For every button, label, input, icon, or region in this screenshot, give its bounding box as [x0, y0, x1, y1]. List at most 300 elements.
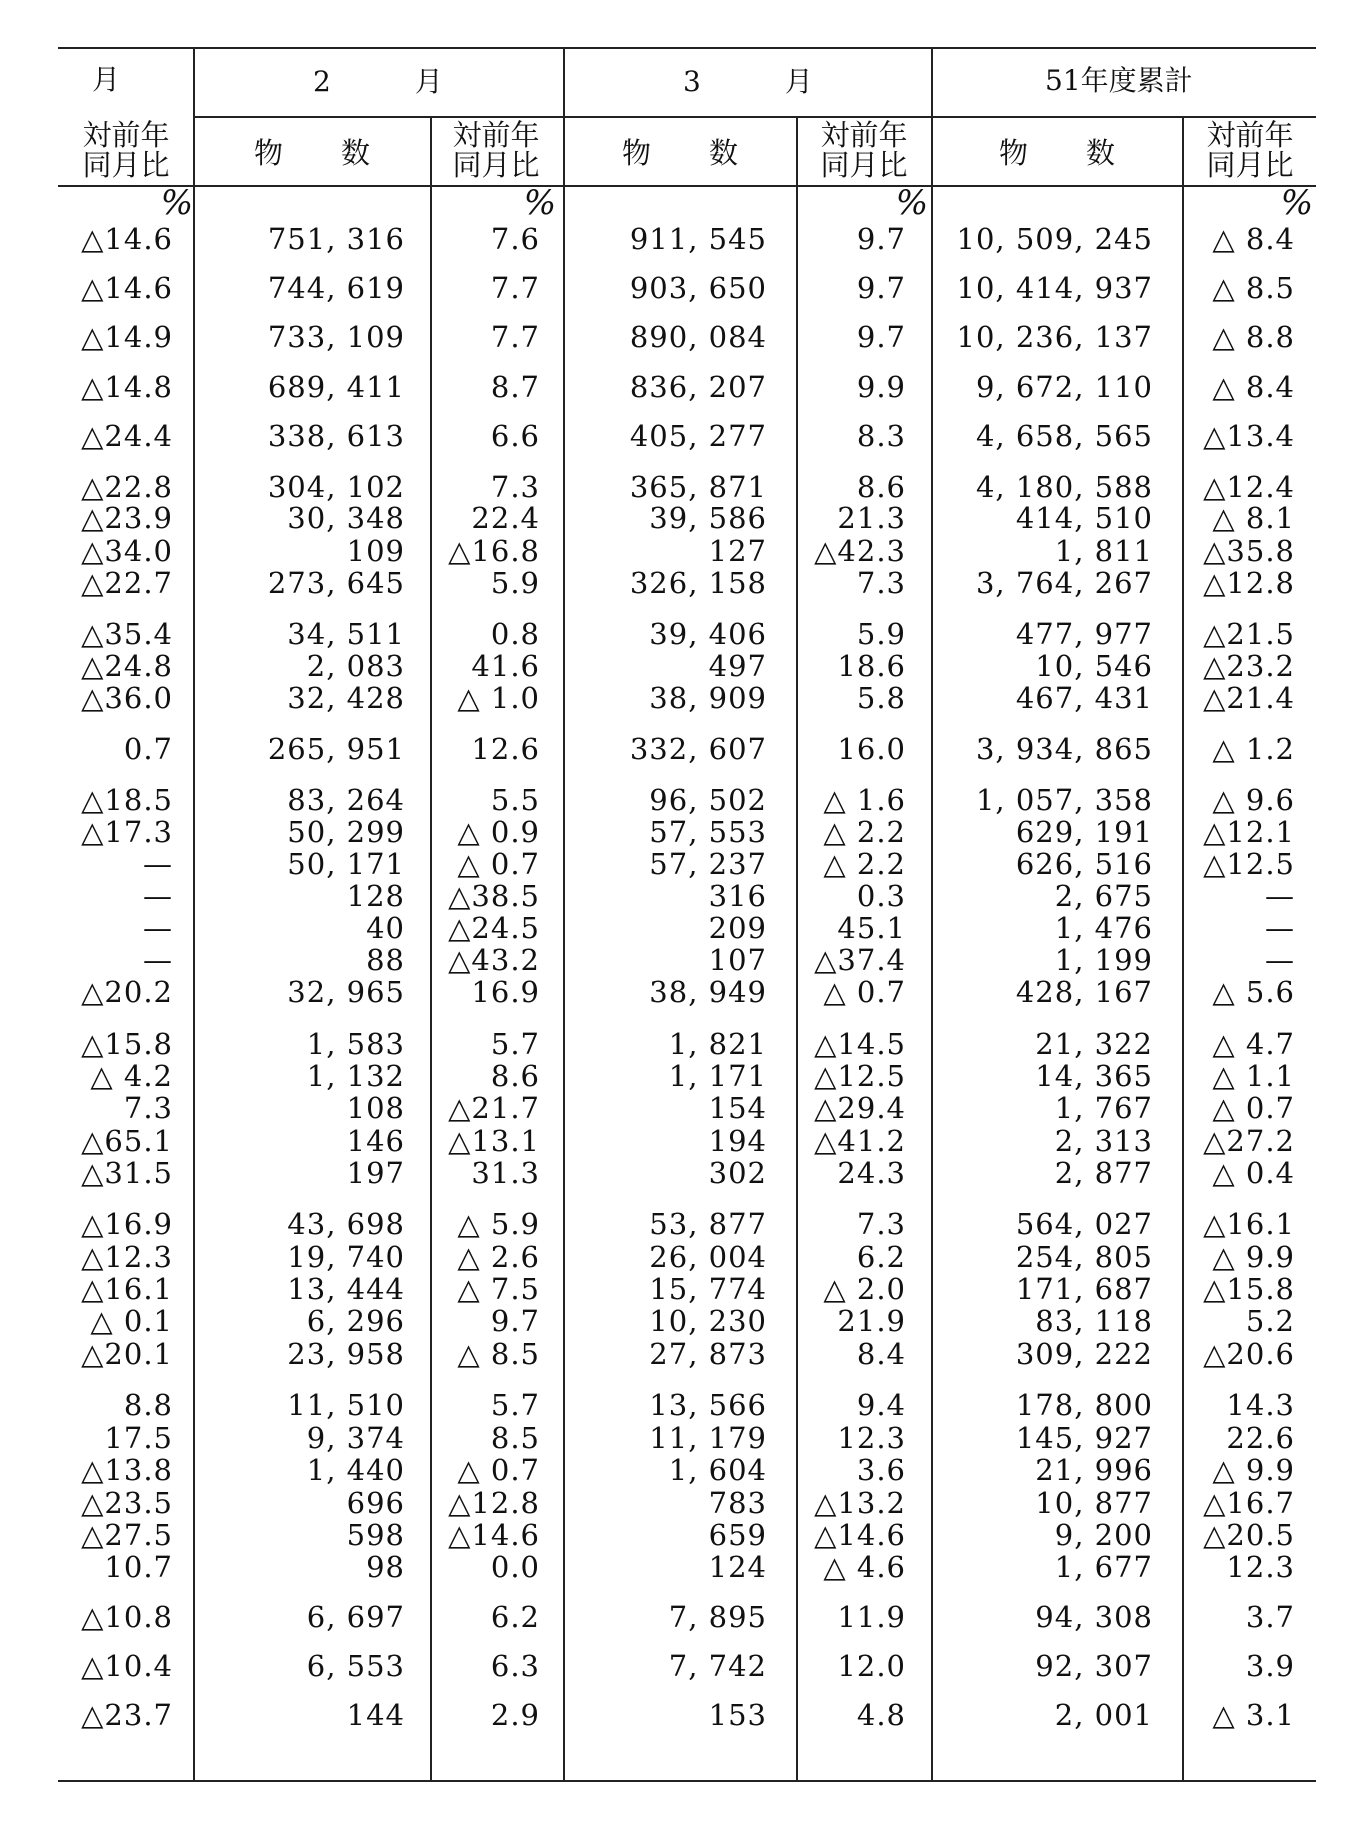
table-cell: △ 5.9 [457, 1207, 540, 1241]
table-cell: 11, 179 [649, 1421, 767, 1455]
table-cell: — [143, 911, 173, 945]
table-cell: 696 [346, 1486, 405, 1520]
yoy-header-line2: 同月比 [820, 148, 908, 182]
table-cell: 10.7 [104, 1550, 173, 1584]
table-cell: △23.5 [81, 1486, 173, 1520]
table-cell: △20.1 [81, 1337, 173, 1371]
table-cell: 14.3 [1226, 1388, 1295, 1422]
table-cell: △12.8 [1203, 566, 1295, 600]
table-cell: 689, 411 [267, 370, 405, 404]
yoy-header-line1: 対前年 [820, 118, 908, 152]
mar-items-header: 物 数 [621, 136, 738, 170]
table-cell: — [143, 943, 173, 977]
table-cell: △43.2 [448, 943, 540, 977]
table-cell: △ 1.2 [1212, 732, 1295, 766]
table-cell: △21.5 [1203, 617, 1295, 651]
table-cell: △31.5 [81, 1156, 173, 1190]
table-cell: 57, 237 [649, 847, 767, 881]
table-cell: 836, 207 [629, 370, 767, 404]
table-cell: 5.9 [490, 566, 540, 600]
table-cell: △34.0 [81, 534, 173, 568]
table-cell: 15, 774 [649, 1272, 767, 1306]
table-cell: 497 [708, 649, 767, 683]
table-cell: 18.6 [837, 649, 906, 683]
table-cell: 32, 428 [287, 681, 405, 715]
table-cell: △23.9 [81, 501, 173, 535]
table-cell: 890, 084 [629, 320, 767, 354]
table-cell: 92, 307 [1035, 1649, 1153, 1683]
table-cell: — [143, 847, 173, 881]
table-cell: 265, 951 [267, 732, 405, 766]
table-cell: 1, 677 [1054, 1550, 1153, 1584]
table-cell: △ 2.0 [823, 1272, 906, 1306]
table-cell: 659 [708, 1518, 767, 1552]
table-cell: 733, 109 [267, 320, 405, 354]
table-cell: 39, 586 [649, 501, 767, 535]
table-top-rule [58, 47, 1316, 49]
table-cell: △14.6 [81, 222, 173, 256]
table-cell: 12.3 [837, 1421, 906, 1455]
table-cell: △ 0.7 [1212, 1091, 1295, 1125]
table-cell: △ 8.4 [1212, 222, 1295, 256]
table-cell: △14.5 [814, 1027, 906, 1061]
table-cell: 10, 509, 245 [956, 222, 1153, 256]
table-cell: 1, 171 [668, 1059, 767, 1093]
table-cell: 34, 511 [287, 617, 405, 651]
table-cell: △ 2.2 [823, 815, 906, 849]
table-cell: △38.5 [448, 879, 540, 913]
table-cell: — [1265, 911, 1295, 945]
table-cell: 154 [708, 1091, 767, 1125]
table-cell: — [1265, 943, 1295, 977]
percent-sign: % [1280, 183, 1313, 223]
table-cell: 21, 322 [1035, 1027, 1153, 1061]
table-cell: 0.0 [490, 1550, 540, 1584]
table-cell: 1, 476 [1054, 911, 1153, 945]
table-cell: 12.0 [837, 1649, 906, 1683]
march-header: 3 月 [683, 65, 813, 98]
table-cell: 7.3 [123, 1091, 173, 1125]
table-cell: △13.4 [1203, 419, 1295, 453]
table-cell: 8.4 [856, 1337, 906, 1371]
february-header: 2 月 [313, 65, 443, 98]
table-cell: △16.9 [81, 1207, 173, 1241]
table-cell: △ 2.6 [457, 1240, 540, 1274]
table-cell: 43, 698 [287, 1207, 405, 1241]
table-cell: 26, 004 [649, 1240, 767, 1274]
table-cell: 598 [346, 1518, 405, 1552]
table-cell: 783 [708, 1486, 767, 1520]
table-cell: △17.3 [81, 815, 173, 849]
column-divider [563, 47, 565, 1780]
table-cell: 405, 277 [629, 419, 767, 453]
table-cell: △ 1.1 [1212, 1059, 1295, 1093]
table-cell: 1, 583 [306, 1027, 405, 1061]
table-cell: 7.7 [490, 320, 540, 354]
table-cell: 24.3 [837, 1156, 906, 1190]
table-cell: 9, 200 [1054, 1518, 1153, 1552]
table-cell: 2, 313 [1054, 1124, 1153, 1158]
table-cell: 83, 264 [287, 783, 405, 817]
table-cell: 3.9 [1245, 1649, 1295, 1683]
table-cell: 45.1 [837, 911, 906, 945]
table-cell: 467, 431 [1015, 681, 1153, 715]
table-cell: 144 [346, 1698, 405, 1732]
yoy-header-line2: 同月比 [452, 148, 540, 182]
table-cell: △ 8.1 [1212, 501, 1295, 535]
table-cell: 124 [708, 1550, 767, 1584]
table-cell: △ 5.6 [1212, 975, 1295, 1009]
table-cell: 194 [708, 1124, 767, 1158]
table-cell: △ 8.4 [1212, 370, 1295, 404]
table-cell: △ 0.9 [457, 815, 540, 849]
table-cell: △14.6 [814, 1518, 906, 1552]
table-cell: △21.4 [1203, 681, 1295, 715]
table-cell: 31.3 [471, 1156, 540, 1190]
table-cell: 903, 650 [629, 271, 767, 305]
table-cell: △10.8 [81, 1600, 173, 1634]
table-cell: 1, 057, 358 [975, 783, 1153, 817]
table-cell: 2, 877 [1054, 1156, 1153, 1190]
table-cell: 1, 811 [1054, 534, 1153, 568]
table-cell: 30, 348 [287, 501, 405, 535]
table-cell: 7, 895 [668, 1600, 767, 1634]
table-cell: △ 8.8 [1212, 320, 1295, 354]
table-cell: △18.5 [81, 783, 173, 817]
table-cell: 1, 604 [668, 1453, 767, 1487]
table-cell: 477, 977 [1015, 617, 1153, 651]
yoy-header-line1: 対前年 [82, 118, 170, 152]
table-cell: 32, 965 [287, 975, 405, 1009]
table-cell: △ 1.0 [457, 681, 540, 715]
table-cell: 6, 296 [306, 1304, 405, 1338]
table-cell: 21.3 [837, 501, 906, 535]
table-cell: 98 [366, 1550, 405, 1584]
table-cell: 9.9 [856, 370, 906, 404]
table-cell: 107 [708, 943, 767, 977]
yoy-header-line1: 対前年 [452, 118, 540, 152]
table-cell: 7.3 [490, 470, 540, 504]
table-cell: 16.9 [471, 975, 540, 1009]
table-cell: 109 [346, 534, 405, 568]
table-cell: 4, 658, 565 [975, 419, 1153, 453]
table-cell: △13.2 [814, 1486, 906, 1520]
yoy-header-line2: 同月比 [82, 148, 170, 182]
table-cell: 3, 934, 865 [975, 732, 1153, 766]
table-cell: 338, 613 [267, 419, 405, 453]
table-cell: 96, 502 [649, 783, 767, 817]
column-divider [193, 47, 195, 1780]
table-cell: 57, 553 [649, 815, 767, 849]
table-cell: 1, 767 [1054, 1091, 1153, 1125]
table-cell: 365, 871 [629, 470, 767, 504]
table-cell: 9.7 [490, 1304, 540, 1338]
table-cell: 428, 167 [1015, 975, 1153, 1009]
table-cell: 53, 877 [649, 1207, 767, 1241]
month-header: 月 [92, 63, 121, 96]
table-cell: 0.3 [856, 879, 906, 913]
table-cell: 1, 132 [306, 1059, 405, 1093]
table-cell: △24.4 [81, 419, 173, 453]
table-cell: 13, 566 [649, 1388, 767, 1422]
table-cell: 254, 805 [1015, 1240, 1153, 1274]
table-cell: △23.2 [1203, 649, 1295, 683]
table-cell: △14.8 [81, 370, 173, 404]
column-divider [430, 116, 432, 1780]
table-cell: △ 0.4 [1212, 1156, 1295, 1190]
table-cell: △16.1 [1203, 1207, 1295, 1241]
table-cell: 326, 158 [629, 566, 767, 600]
yoy-header [70, 120, 182, 180]
cum-yoy-header [1188, 120, 1312, 180]
table-cell: △13.8 [81, 1453, 173, 1487]
table-cell: △12.1 [1203, 815, 1295, 849]
table-cell: 9.7 [856, 271, 906, 305]
table-cell: 41.6 [471, 649, 540, 683]
table-cell: 5.8 [856, 681, 906, 715]
table-cell: △21.7 [448, 1091, 540, 1125]
table-cell: △ 9.6 [1212, 783, 1295, 817]
table-cell: 10, 230 [649, 1304, 767, 1338]
mar-yoy-header [802, 120, 926, 180]
percent-sign: % [160, 183, 193, 223]
table-cell: 8.7 [490, 370, 540, 404]
table-cell: 178, 800 [1015, 1388, 1153, 1422]
table-cell: △ 4.2 [90, 1059, 173, 1093]
table-cell: △42.3 [814, 534, 906, 568]
table-cell: △ 8.5 [1212, 271, 1295, 305]
table-cell: 6, 553 [306, 1649, 405, 1683]
table-cell: 9.7 [856, 222, 906, 256]
table-cell: 22.4 [471, 501, 540, 535]
table-cell: △20.5 [1203, 1518, 1295, 1552]
table-cell: 9, 672, 110 [975, 370, 1153, 404]
table-cell: △ 0.7 [457, 847, 540, 881]
table-cell: 145, 927 [1015, 1421, 1153, 1455]
table-cell: △20.6 [1203, 1337, 1295, 1371]
table-cell: △12.8 [448, 1486, 540, 1520]
table-cell: 27, 873 [649, 1337, 767, 1371]
table-cell: 128 [346, 879, 405, 913]
table-cell: △35.4 [81, 617, 173, 651]
feb-items-header: 物 数 [253, 136, 370, 170]
table-cell: 0.8 [490, 617, 540, 651]
table-bottom-rule [58, 1780, 1316, 1782]
table-cell: — [143, 879, 173, 913]
table-cell: △27.2 [1203, 1124, 1295, 1158]
table-cell: △12.5 [1203, 847, 1295, 881]
cumulative-header: 51年度累計 [1045, 64, 1193, 97]
table-cell: 8.8 [123, 1388, 173, 1422]
table-cell: 19, 740 [287, 1240, 405, 1274]
table-cell: △65.1 [81, 1124, 173, 1158]
table-cell: 332, 607 [629, 732, 767, 766]
table-cell: △37.4 [814, 943, 906, 977]
table-cell: △35.8 [1203, 534, 1295, 568]
table-cell: 3, 764, 267 [975, 566, 1153, 600]
table-cell: 38, 949 [649, 975, 767, 1009]
table-cell: 10, 414, 937 [956, 271, 1153, 305]
table-cell: 316 [708, 879, 767, 913]
table-cell: △ 4.6 [823, 1550, 906, 1584]
table-cell: △ 8.5 [457, 1337, 540, 1371]
table-cell: 5.7 [490, 1027, 540, 1061]
table-cell: △ 1.6 [823, 783, 906, 817]
table-cell: 7.3 [856, 566, 906, 600]
table-cell: △23.7 [81, 1698, 173, 1732]
table-cell: 9.4 [856, 1388, 906, 1422]
table-cell: 21.9 [837, 1304, 906, 1338]
table-cell: △ 9.9 [1212, 1453, 1295, 1487]
table-cell: 5.7 [490, 1388, 540, 1422]
table-cell: △14.9 [81, 320, 173, 354]
table-cell: 40 [366, 911, 405, 945]
table-cell: 23, 958 [287, 1337, 405, 1371]
table-cell: △ 7.5 [457, 1272, 540, 1306]
table-cell: 8.3 [856, 419, 906, 453]
table-cell: 17.5 [104, 1421, 173, 1455]
table-cell: 911, 545 [629, 222, 767, 256]
table-cell: 171, 687 [1015, 1272, 1153, 1306]
table-cell: 5.5 [490, 783, 540, 817]
table-cell: 6, 697 [306, 1600, 405, 1634]
table-cell: △ 0.7 [823, 975, 906, 1009]
table-cell: 751, 316 [267, 222, 405, 256]
table-cell: 564, 027 [1015, 1207, 1153, 1241]
table-cell: 8.6 [490, 1059, 540, 1093]
table-cell: △12.4 [1203, 470, 1295, 504]
table-cell: 629, 191 [1015, 815, 1153, 849]
table-cell: 50, 171 [287, 847, 405, 881]
table-cell: 7.7 [490, 271, 540, 305]
table-cell: △36.0 [81, 681, 173, 715]
table-cell: 6.2 [490, 1600, 540, 1634]
table-cell: 10, 236, 137 [956, 320, 1153, 354]
table-cell: 3.7 [1245, 1600, 1295, 1634]
table-cell: 50, 299 [287, 815, 405, 849]
table-cell: 6.3 [490, 1649, 540, 1683]
table-cell: △24.5 [448, 911, 540, 945]
column-divider [931, 47, 933, 1780]
table-cell: △ 3.1 [1212, 1698, 1295, 1732]
percent-sign: % [523, 183, 556, 223]
column-divider [796, 116, 798, 1780]
table-cell: 13, 444 [287, 1272, 405, 1306]
table-cell: 2.9 [490, 1698, 540, 1732]
table-cell: 108 [346, 1091, 405, 1125]
table-cell: 2, 675 [1054, 879, 1153, 913]
table-cell: 12.6 [471, 732, 540, 766]
table-cell: △ 0.7 [457, 1453, 540, 1487]
table-cell: 209 [708, 911, 767, 945]
table-cell: 309, 222 [1015, 1337, 1153, 1371]
table-cell: △12.5 [814, 1059, 906, 1093]
table-cell: 88 [366, 943, 405, 977]
table-cell: 7.3 [856, 1207, 906, 1241]
table-cell: 5.2 [1245, 1304, 1295, 1338]
feb-yoy-header [436, 120, 556, 180]
table-cell: 127 [708, 534, 767, 568]
table-cell: 626, 516 [1015, 847, 1153, 881]
yoy-header-line2: 同月比 [1206, 148, 1294, 182]
table-cell: 3.6 [856, 1453, 906, 1487]
table-cell: 9, 374 [306, 1421, 405, 1455]
table-cell: △15.8 [1203, 1272, 1295, 1306]
cum-items-header: 物 数 [998, 136, 1115, 170]
table-cell: △20.2 [81, 975, 173, 1009]
table-cell: 4, 180, 588 [975, 470, 1153, 504]
table-cell: 5.9 [856, 617, 906, 651]
table-cell: 273, 645 [267, 566, 405, 600]
table-cell: △14.6 [448, 1518, 540, 1552]
table-cell: 744, 619 [267, 271, 405, 305]
table-cell: 38, 909 [649, 681, 767, 715]
table-cell: 94, 308 [1035, 1600, 1153, 1634]
table-cell: △22.7 [81, 566, 173, 600]
table-cell: △22.8 [81, 470, 173, 504]
table-cell: 22.6 [1226, 1421, 1295, 1455]
table-cell: 7.6 [490, 222, 540, 256]
table-cell: 2, 001 [1054, 1698, 1153, 1732]
table-cell: △16.8 [448, 534, 540, 568]
table-cell: 1, 199 [1054, 943, 1153, 977]
table-cell: △29.4 [814, 1091, 906, 1125]
percent-sign: % [895, 183, 928, 223]
table-cell: △15.8 [81, 1027, 173, 1061]
table-cell: △12.3 [81, 1240, 173, 1274]
table-cell: △ 9.9 [1212, 1240, 1295, 1274]
table-cell: △24.8 [81, 649, 173, 683]
table-cell: △ 4.7 [1212, 1027, 1295, 1061]
table-cell: 302 [708, 1156, 767, 1190]
table-cell: 8.6 [856, 470, 906, 504]
table-cell: 1, 440 [306, 1453, 405, 1487]
table-cell: △13.1 [448, 1124, 540, 1158]
yoy-header-line1: 対前年 [1206, 118, 1294, 152]
table-cell: 39, 406 [649, 617, 767, 651]
table-cell: 16.0 [837, 732, 906, 766]
table-cell: 11.9 [837, 1600, 906, 1634]
table-cell: 153 [708, 1698, 767, 1732]
header-bottom-rule [58, 185, 1316, 187]
table-cell: 2, 083 [306, 649, 405, 683]
table-cell: 6.6 [490, 419, 540, 453]
table-cell: 10, 546 [1035, 649, 1153, 683]
table-cell: 8.5 [490, 1421, 540, 1455]
table-cell: △27.5 [81, 1518, 173, 1552]
table-cell: 1, 821 [668, 1027, 767, 1061]
table-cell: 197 [346, 1156, 405, 1190]
table-cell: 146 [346, 1124, 405, 1158]
table-cell: △16.1 [81, 1272, 173, 1306]
table-cell: △10.4 [81, 1649, 173, 1683]
table-cell: △ 0.1 [90, 1304, 173, 1338]
table-cell: 414, 510 [1015, 501, 1153, 535]
table-cell: 11, 510 [287, 1388, 405, 1422]
table-cell: △41.2 [814, 1124, 906, 1158]
table-cell: 304, 102 [267, 470, 405, 504]
table-cell: 4.8 [856, 1698, 906, 1732]
table-cell: 83, 118 [1035, 1304, 1153, 1338]
table-cell: 9.7 [856, 320, 906, 354]
table-cell: 14, 365 [1035, 1059, 1153, 1093]
header-divider-rule [195, 116, 1316, 118]
table-cell: — [1265, 879, 1295, 913]
table-cell: 21, 996 [1035, 1453, 1153, 1487]
table-cell: 0.7 [123, 732, 173, 766]
table-cell: 6.2 [856, 1240, 906, 1274]
table-cell: △ 2.2 [823, 847, 906, 881]
